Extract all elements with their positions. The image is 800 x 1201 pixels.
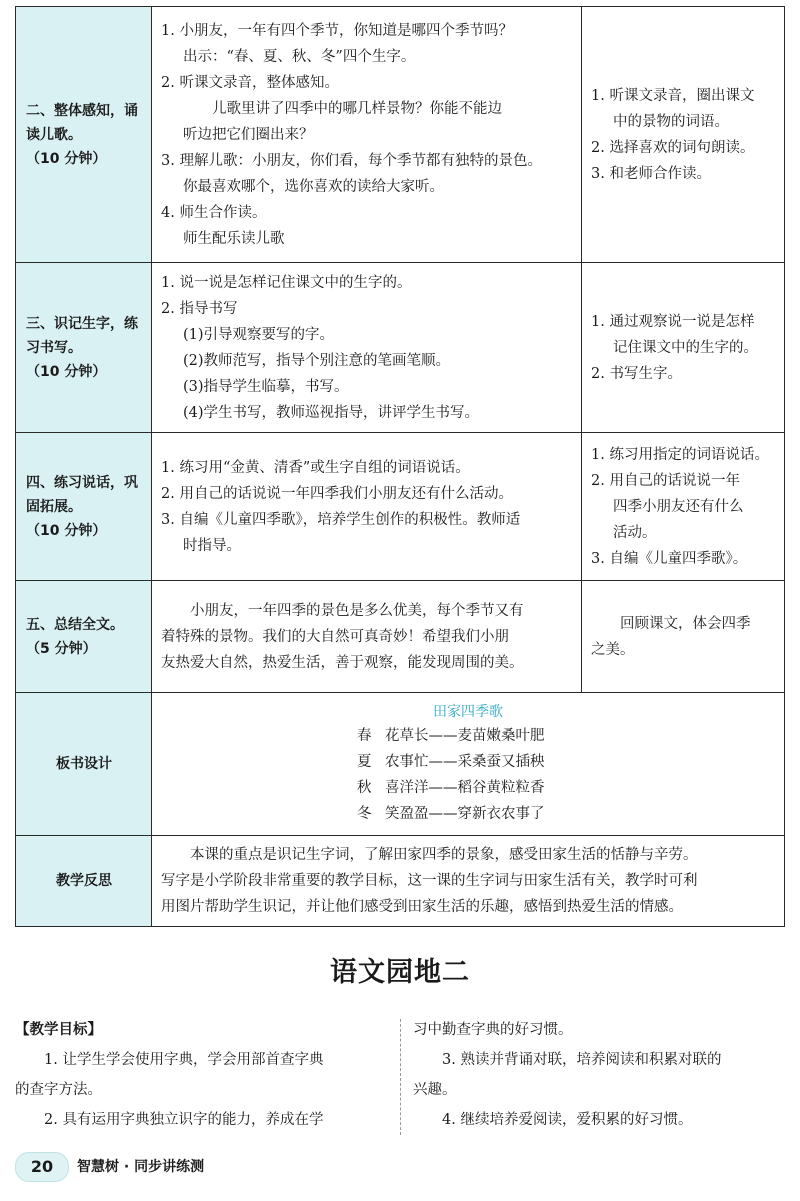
goals-heading: 【教学目标】 [15, 1022, 102, 1038]
teacher-line: 出示：“春、夏、秋、冬”四个生字。 [183, 48, 416, 65]
teacher-line: 2. 用自己的话说说一年四季我们小朋友还有什么活动。 [161, 485, 513, 502]
student-line: 3. 自编《儿童四季歌》。 [591, 550, 748, 567]
board-line [161, 749, 775, 775]
stage-time: （10 分钟） [26, 363, 107, 380]
student-activity [582, 433, 785, 581]
teacher-line: 友热爱大自然，热爱生活，善于观察，能发现周围的美。 [161, 654, 524, 671]
reflection-label: 教学反思 [16, 836, 152, 927]
teacher-line: 3. 理解儿歌：小朋友，你们看，每个季节都有独特的景色。 [161, 152, 542, 169]
reflection-text [152, 836, 785, 927]
stage-label-line: 三、识记生字，练 [26, 315, 138, 332]
teacher-activity [152, 581, 582, 693]
teacher-line: 小朋友，一年四季的景色是多么优美，每个季节又有 [190, 602, 524, 619]
teacher-line: 2. 指导书写 [161, 300, 238, 317]
table-row [16, 433, 785, 581]
teacher-line: 着特殊的景物。我们的大自然可真奇妙！希望我们小朋 [161, 628, 509, 645]
stage-label [16, 433, 152, 581]
teacher-line: 2. 听课文录音，整体感知。 [161, 74, 339, 91]
student-line: 1. 练习用指定的词语说话。 [591, 446, 769, 463]
board-line-text: 笑盈盈——穿新衣农事了 [385, 806, 545, 822]
goal-line: 3. 熟读并背诵对联，培养阅读和积累对联的 [442, 1052, 722, 1068]
season-char: 春 [357, 728, 372, 744]
page-footer [15, 1152, 315, 1182]
reflection-line: 用图片帮助学生识记，并让他们感受到田家生活的乐趣，感悟到热爱生活的情感。 [161, 899, 683, 915]
page-number: 20 [15, 1152, 69, 1182]
season-char: 秋 [357, 780, 372, 796]
goal-line: 2. 具有运用字典独立识字的能力，养成在学 [44, 1112, 324, 1128]
teacher-line: 你最喜欢哪个，选你喜欢的读给大家听。 [183, 178, 444, 195]
table-row [16, 836, 785, 927]
teacher-activity [152, 7, 582, 263]
board-line [161, 775, 775, 801]
goal-line: 4. 继续培养爱阅读，爱积累的好习惯。 [442, 1112, 693, 1128]
board-line-text: 农事忙——采桑蚕又插秧 [385, 754, 545, 770]
table-row [16, 7, 785, 263]
board-label: 板书设计 [16, 693, 152, 836]
student-line: 四季小朋友还有什么 [613, 498, 744, 515]
teacher-activity [152, 263, 582, 433]
teacher-line: 1. 练习用“金黄、清香”或生字自组的词语说话。 [161, 459, 470, 476]
teacher-line: 师生配乐读儿歌 [183, 230, 285, 247]
student-line: 1. 通过观察说一说是怎样 [591, 313, 755, 330]
board-line-text: 喜洋洋——稻谷黄粒粒香 [385, 780, 545, 796]
teacher-line: 听边把它们圈出来？ [183, 126, 314, 143]
student-line: 记住课文中的生字的。 [613, 339, 758, 356]
stage-label-line: 固拓展。 [26, 498, 82, 515]
student-line: 2. 用自己的话说说一年 [591, 472, 740, 489]
stage-label-line: 五、总结全文。 [26, 616, 124, 633]
teacher-line: 1. 说一说是怎样记住课文中的生字的。 [161, 274, 412, 291]
lesson-plan-table [15, 6, 785, 927]
stage-label-line: 读儿歌。 [26, 126, 82, 143]
student-line: 中的景物的词语。 [613, 113, 729, 130]
stage-label-line: 四、练习说话，巩 [26, 474, 138, 491]
teacher-line: 4. 师生合作读。 [161, 204, 267, 221]
table-row [16, 263, 785, 433]
teacher-line: 1. 小朋友，一年有四个季节，你知道是哪四个季节吗？ [161, 22, 513, 39]
student-activity [582, 7, 785, 263]
stage-label-line: 二、整体感知，诵 [26, 102, 138, 119]
board-line [161, 801, 775, 827]
board-line-text: 花草长——麦苗嫩桑叶肥 [385, 728, 545, 744]
teacher-line: 时指导。 [183, 537, 241, 554]
student-activity [582, 581, 785, 693]
student-line: 之美。 [591, 641, 635, 658]
stage-label [16, 263, 152, 433]
season-char: 冬 [357, 806, 372, 822]
teacher-line: (4)学生书写，教师巡视指导，讲评学生书写。 [183, 404, 480, 421]
stage-time: （5 分钟） [26, 640, 97, 657]
section-title: 语文园地二 [330, 957, 470, 988]
board-lines [161, 723, 775, 827]
table-row [16, 693, 785, 836]
stage-time: （10 分钟） [26, 150, 107, 167]
goal-line: 习中勤查字典的好习惯。 [413, 1022, 573, 1038]
student-line: 2. 选择喜欢的词句朗读。 [591, 139, 755, 156]
teacher-line: 儿歌里讲了四季中的哪几样景物？你能不能边 [212, 100, 502, 117]
student-line: 2. 书写生字。 [591, 365, 682, 382]
book-brand: 智慧树 · 同步讲练测 [77, 1159, 205, 1175]
teacher-line: (1)引导观察要写的字。 [183, 326, 335, 343]
student-activity [582, 263, 785, 433]
goals-left-column [15, 1015, 387, 1135]
stage-label-line: 习书写。 [26, 339, 82, 356]
teacher-line: (3)指导学生临摹，书写。 [183, 378, 349, 395]
reflection-line: 写字是小学阶段非常重要的教学目标，这一课的生字词与田家生活有关，教学时可利 [161, 873, 698, 889]
goals-right-column [413, 1015, 785, 1135]
student-line: 3. 和老师合作读。 [591, 165, 711, 182]
teacher-line: (2)教师范写，指导个别注意的笔画笔顺。 [183, 352, 451, 369]
teacher-line: 3. 自编《儿童四季歌》，培养学生创作的积极性。教师适 [161, 511, 521, 528]
stage-time: （10 分钟） [26, 522, 107, 539]
student-line: 活动。 [613, 524, 657, 541]
student-line: 1. 听课文录音，圈出课文 [591, 87, 755, 104]
goal-line: 1. 让学生学会使用字典，学会用部首查字典 [44, 1052, 324, 1068]
board-design [152, 693, 785, 836]
goal-line: 兴趣。 [413, 1082, 457, 1098]
student-line: 回顾课文，体会四季 [620, 615, 751, 632]
teacher-activity [152, 433, 582, 581]
season-char: 夏 [357, 754, 372, 770]
board-title: 田家四季歌 [433, 704, 503, 720]
goal-line: 的查字方法。 [15, 1082, 102, 1098]
table-row [16, 581, 785, 693]
reflection-line: 本课的重点是识记生字词，了解田家四季的景象，感受田家生活的恬静与辛劳。 [190, 847, 698, 863]
stage-label [16, 7, 152, 263]
board-line [161, 723, 775, 749]
column-divider [400, 1019, 401, 1135]
stage-label [16, 581, 152, 693]
